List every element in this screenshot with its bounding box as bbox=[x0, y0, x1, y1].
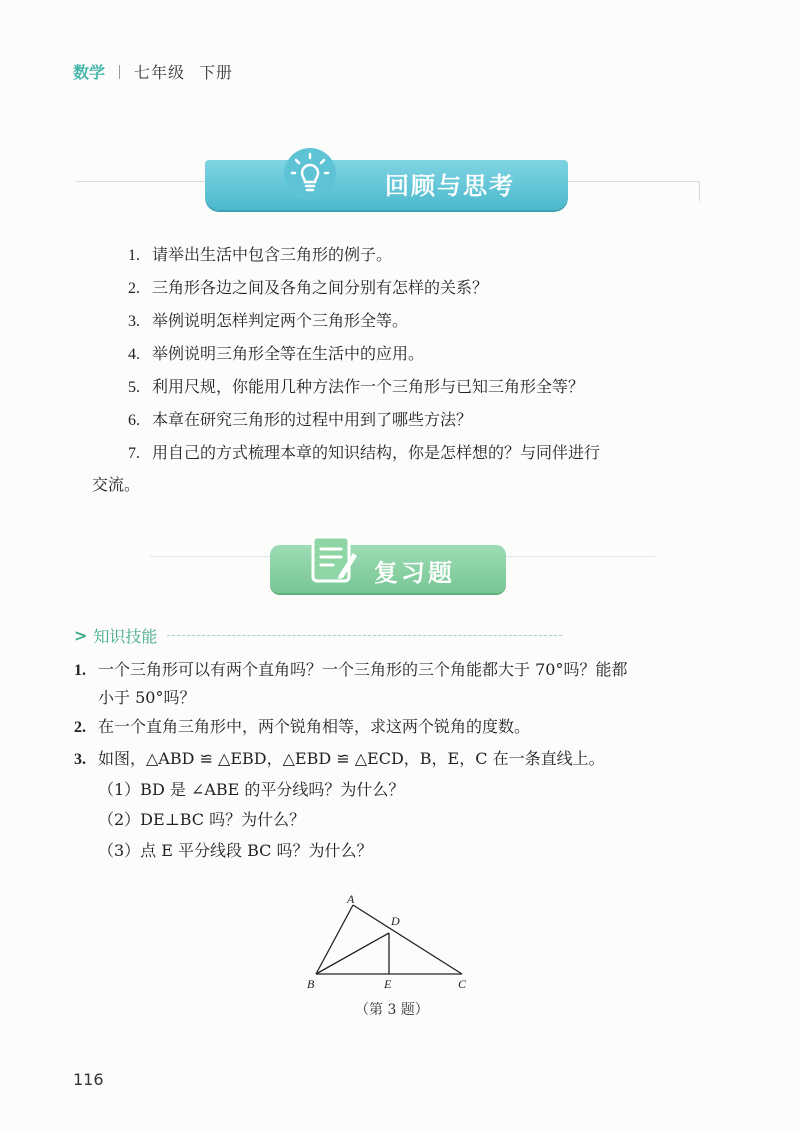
label-c: C bbox=[458, 977, 467, 991]
review-item-text: 三角形各边之间及各角之间分别有怎样的关系？ bbox=[152, 278, 489, 297]
review-item-number: 3. bbox=[128, 313, 140, 330]
exercise-text: 在一个直角三角形中，两个锐角相等，求这两个锐角的度数。 bbox=[98, 717, 531, 736]
review-item-text: 举例说明怎样判定两个三角形全等。 bbox=[152, 311, 409, 330]
label-b: B bbox=[307, 977, 315, 991]
review-item-number: 1. bbox=[128, 247, 140, 264]
exercise-continuation: 小于 50°吗？ bbox=[98, 688, 196, 707]
running-header bbox=[73, 60, 233, 83]
exercise-text: 一个三角形可以有两个直角吗？一个三角形的三个角能都大于 70°吗？能都 bbox=[98, 660, 628, 679]
section-rule bbox=[167, 635, 562, 636]
triangle-figure bbox=[300, 888, 480, 998]
exercise-banner bbox=[270, 545, 506, 593]
label-e: E bbox=[384, 977, 392, 991]
review-item-number: 5. bbox=[128, 379, 140, 396]
review-item bbox=[128, 377, 584, 398]
exercise-item bbox=[74, 749, 605, 770]
chevron-right-icon: > bbox=[74, 626, 88, 645]
review-item-number: 6. bbox=[128, 412, 140, 429]
exercise-number: 3. bbox=[74, 751, 86, 768]
review-item-text: 本章在研究三角形的过程中用到了哪些方法？ bbox=[152, 410, 473, 429]
review-item bbox=[128, 410, 472, 431]
header-divider bbox=[119, 65, 120, 79]
review-item-text: 举例说明三角形全等在生活中的应用。 bbox=[152, 344, 425, 363]
header-subject: 数学 bbox=[73, 63, 106, 82]
lightbulb-icon bbox=[282, 146, 338, 202]
exercise-subquestion: （1）BD 是 ∠ABE 的平分线吗？为什么？ bbox=[98, 780, 405, 799]
review-item-text: 用自己的方式梳理本章的知识结构，你是怎样想的？与同伴进行 bbox=[152, 443, 601, 462]
review-title: 回顾与思考 bbox=[385, 171, 515, 200]
page-number: 116 bbox=[73, 1070, 104, 1089]
exercise-item bbox=[74, 717, 530, 738]
exercise-title: 复习题 bbox=[374, 558, 455, 587]
figure-caption: （第 3 题） bbox=[355, 1002, 429, 1018]
exercise-item bbox=[74, 660, 627, 681]
review-item bbox=[128, 245, 392, 266]
exercise-number: 2. bbox=[74, 719, 86, 736]
review-item-number: 4. bbox=[128, 346, 140, 363]
review-item-continuation: 交流。 bbox=[92, 475, 141, 494]
exercise-number: 1. bbox=[74, 662, 86, 679]
review-rule-tick bbox=[699, 181, 700, 201]
review-item bbox=[128, 278, 488, 299]
header-grade: 七年级 bbox=[134, 63, 186, 82]
review-item-text: 请举出生活中包含三角形的例子。 bbox=[152, 245, 393, 264]
exercise-subquestion: （3）点 E 平分线段 BC 吗？为什么？ bbox=[98, 841, 373, 860]
label-a: A bbox=[347, 892, 355, 906]
segment-ac bbox=[353, 905, 462, 974]
section-heading bbox=[74, 624, 562, 647]
review-item-text: 利用尺规，你能用几种方法作一个三角形与已知三角形全等？ bbox=[152, 377, 585, 396]
label-d: D bbox=[391, 914, 400, 928]
review-banner bbox=[205, 160, 568, 210]
review-item-number: 2. bbox=[128, 280, 140, 297]
section-title: 知识技能 bbox=[93, 627, 158, 646]
review-item bbox=[128, 311, 408, 332]
review-item bbox=[128, 443, 600, 464]
review-item bbox=[128, 344, 424, 365]
notebook-icon bbox=[309, 531, 359, 587]
review-item-number: 7. bbox=[128, 445, 140, 462]
exercise-text: 如图，△ABD ≌ △EBD，△EBD ≌ △ECD，B，E，C 在一条直线上。 bbox=[98, 749, 605, 768]
header-volume: 下册 bbox=[199, 63, 234, 82]
exercise-subquestion: （2）DE⊥BC 吗？为什么？ bbox=[98, 810, 306, 829]
